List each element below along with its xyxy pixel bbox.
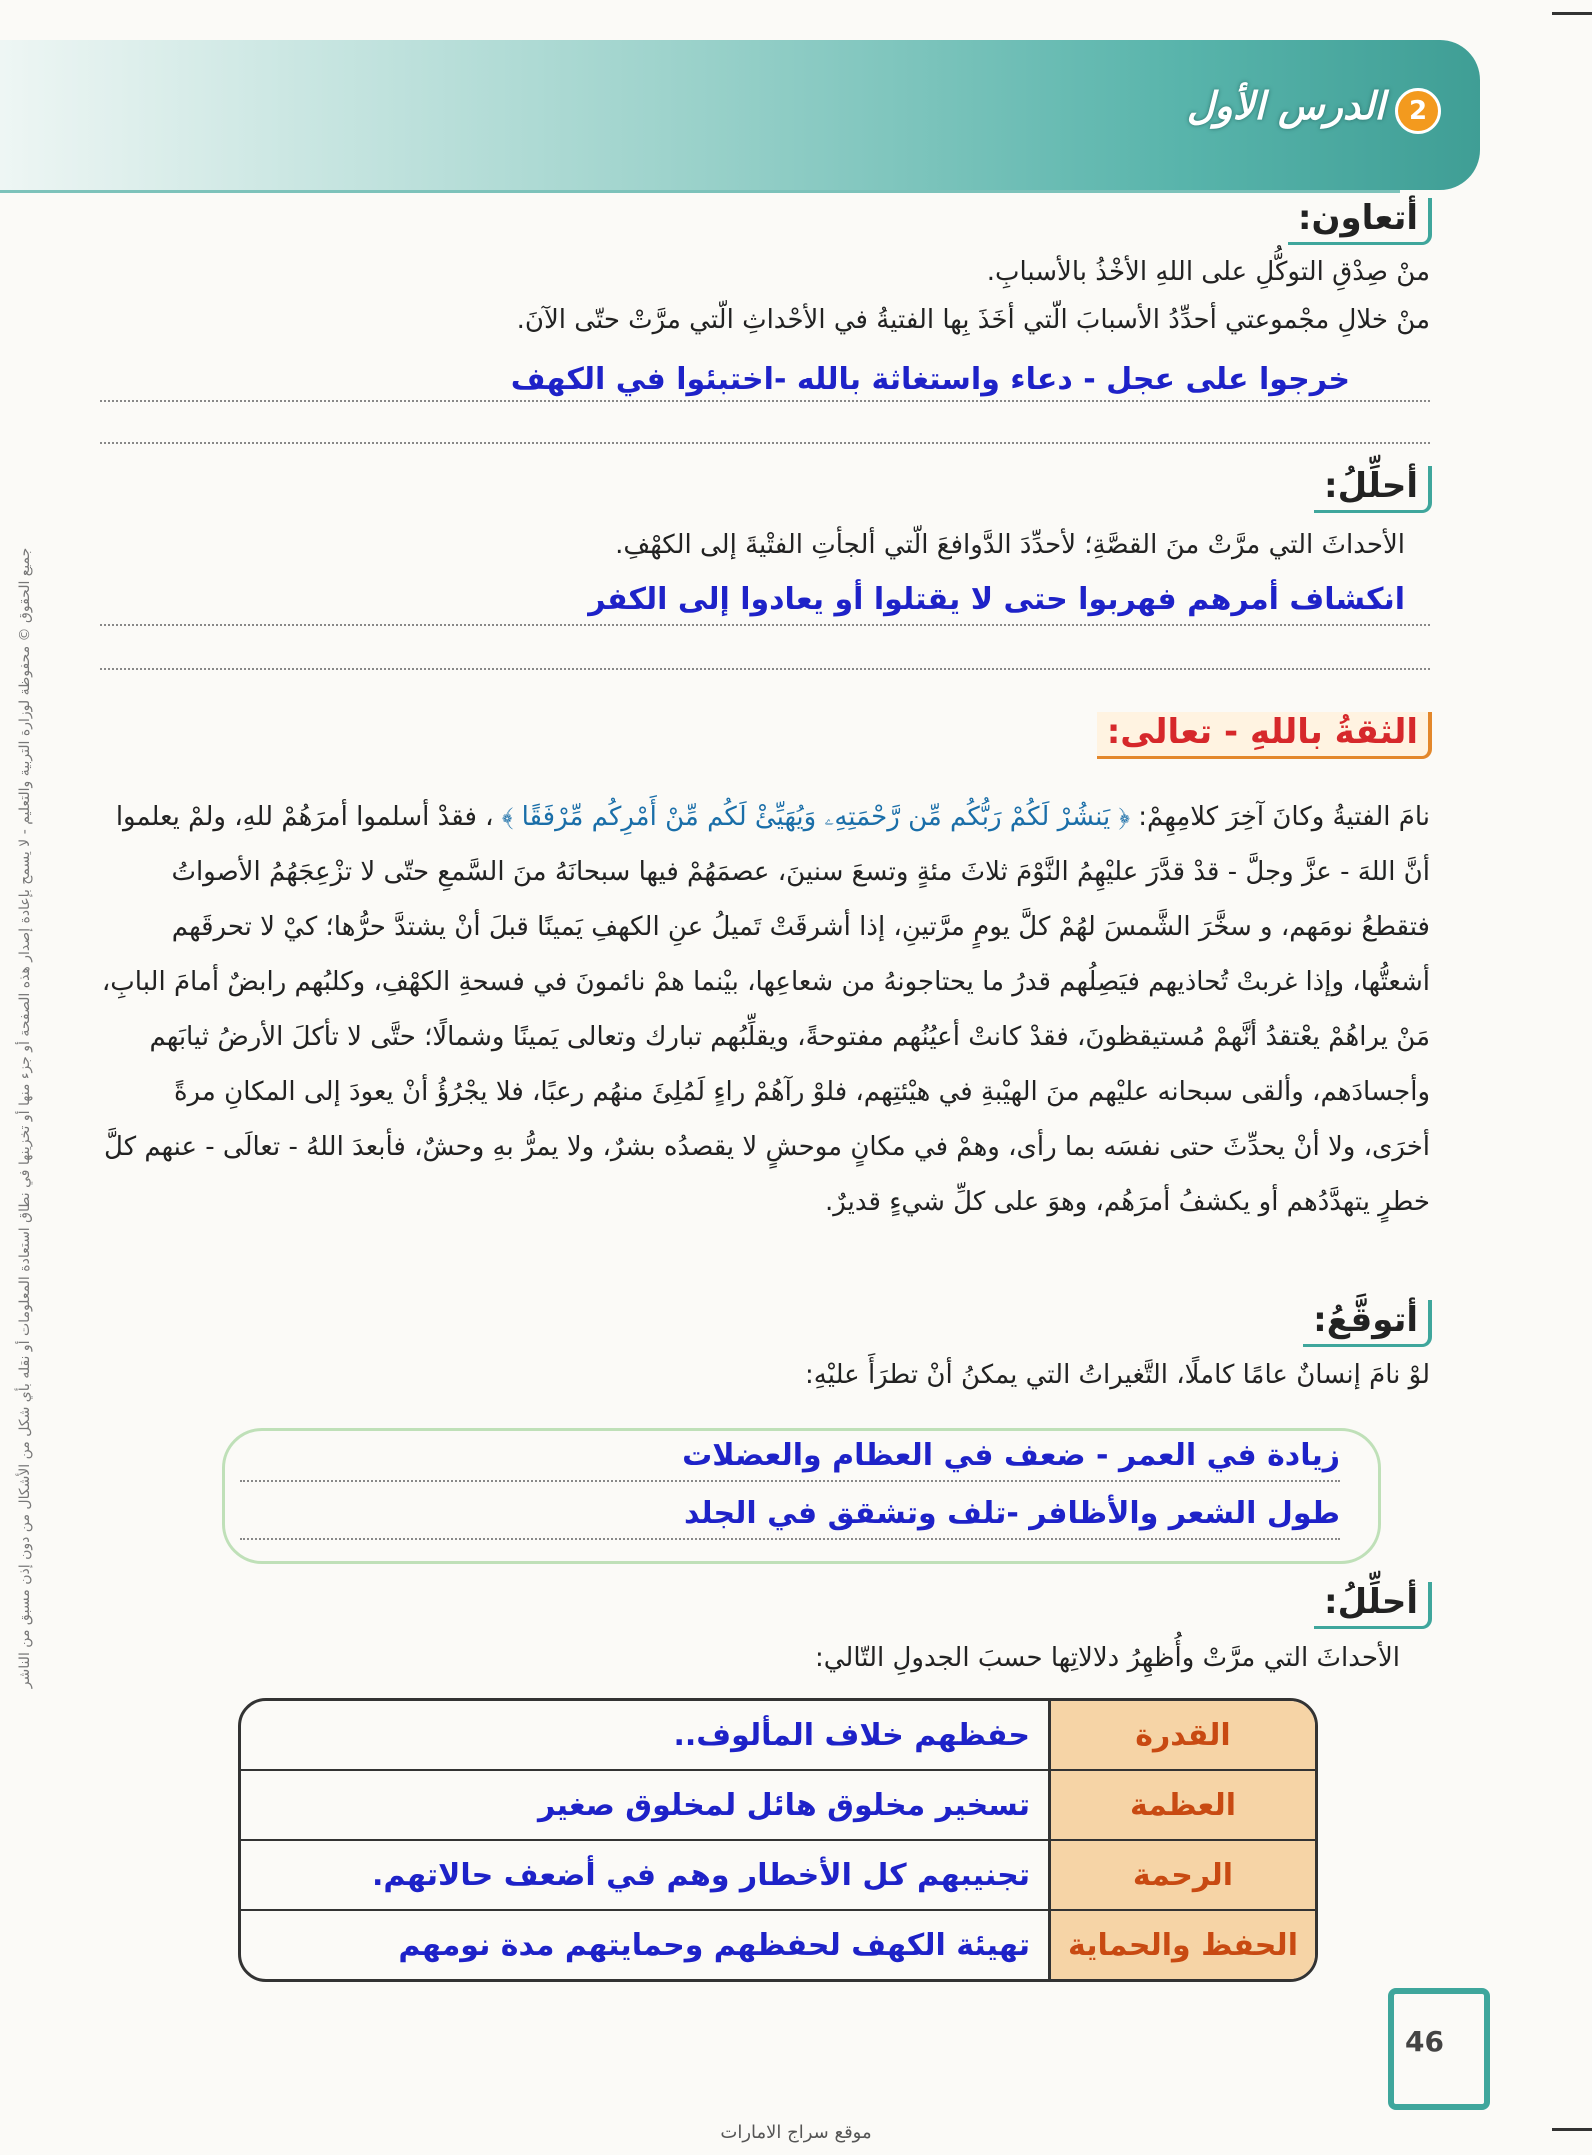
predict-answer-2: طول الشعر والأظافر -تلف وتشقق في الجلد [683,1496,1340,1531]
table-row [241,1841,1315,1911]
row-label: الحفظ والحماية [1048,1911,1315,1979]
table-row [241,1771,1315,1841]
heading-predict: أتوقَّعُ: [1303,1300,1432,1347]
indications-table [238,1698,1318,1982]
analyze1-line-1: الأحداثَ التي مرَّتْ منَ القصَّةِ؛ لأحدِّدَ الدَّوافعَ الّتي ألجأتِ الفتْيةَ إلى الكهْفِ. [615,530,1405,560]
banner-divider [0,190,1400,193]
copyright-side-text: جميع الحقوق © محفوظة لوزارة التربية والتعليم - لا يسمح بإعادة إصدار هذه الصفحة أو جزء منها أو تخزينها في نطاق استعادة المعلومات أو نقله بأي شكل من الأشكال من دون إذن مسبق من الناشر [17,547,33,1689]
table-row [241,1911,1315,1979]
heading-trust: الثقةُ باللهِ - تعالى: [1097,712,1432,759]
top-right-rule [1552,12,1592,15]
row-value: تهيئة الكهف لحفظهم وحمايتهم مدة نومهم [398,1927,1030,1963]
answer-line [100,442,1430,444]
analyze2-line-1: الأحداثَ التي مرَّتْ وأُظهِرُ دلالاتِها حسبَ الجدولِ التّالي: [815,1643,1400,1673]
heading-analyze-1: أحلِّلُ: [1314,466,1432,513]
trust-intro: نامَ الفتيةُ وكانَ آخِرَ كلامِهِمْ: [1138,802,1430,832]
row-label: القدرة [1048,1701,1315,1771]
answer-line [100,400,1430,402]
heading-analyze-2: أحلِّلُ: [1314,1582,1432,1629]
trust-body: ، فقدْ أسلموا أمرَهُمْ للهِ، ولمْ يعلموا أنَّ اللهَ - عزَّ وجلَّ - قدْ قدَّرَ عليْهِمُ النَّوْمَ ثلاثَ مئةٍ وتسعَ سنينَ، عصمَهُمْ فيها سبحانَهُ منَ السَّمعِ حتّى لا تزْعِجَهُمُ الأصواتُ فتقطعُ نومَهم، و سخَّرَ الشَّمسَ لهُمْ كلَّ يومٍ مرَّتينِ، إذا أشرقَتْ تَميلُ عنِ الكهفِ يَمينًا قبلَ أنْ يشتدَّ حرُّها؛ كيْ لا تحرقَهم أشعتُّها، وإذا غربتْ تُحاذيهم فيَصِلُهم قدرُ ما يحتاجونهُ من شعاعِها، بيْنما همْ نائمونَ في فسحةِ الكهْفِ، وكلبُهم رابضٌ أمامَ البابِ، مَنْ يراهُمْ يعْتقدُ أنَّهمْ مُستيقظونَ، فقدْ كانتْ أعيُنُهم مفتوحةً، ويقلِّبُهم تبارك وتعالى يَمينًا وشمالًا؛ حتَّى لا تأكلَ الأرضُ ثيابَهم وأجسادَهم، وألقى سبحانه عليْهم منَ الهيْبةِ في هيْئتِهم، فلوْ رآهُمْ راءٍ لَمُلِئَ منهُم رعبًا، فلا يجْرُؤُ أنْ يعودَ إلى المكانِ مرةً أخرَى، ولا أنْ يحدِّثَ حتى نفسَه بما رأى، وهمْ في مكانٍ موحشٍ لا يقصدُه بشرٌ، ولا يمرُّ بهِ وحشٌ، فأبعدَ اللهُ - تعالَى - عنهم كلَّ خطرٍ يتهدَّدُهم أو يكشفُ أمرَهُم، وهوَ على كلِّ شيءٍ قديرٌ. [101,802,1430,1217]
table-row [241,1701,1315,1771]
row-value: حفظهم خلاف المألوف.. [241,1701,1048,1771]
predict-line-1: لوْ نامَ إنسانٌ عامًا كاملًا، التَّغيراتُ التي يمكنُ أنْ تطرَأَ عليْهِ: [805,1360,1430,1390]
answer-line [100,668,1430,670]
predict-answer-1: زيادة في العمر - ضعف في العظام والعضلات [682,1438,1340,1473]
row-label: العظمة [1048,1771,1315,1841]
quran-verse: ﴿ يَنشُرْ لَكُمْ رَبُّكُم مِّن رَّحْمَتِهِۦ وَيُهَيِّئْ لَكُم مِّنْ أَمْرِكُم مِّرْفَقًا ﴾ [501,802,1131,832]
answer-line [240,1538,1340,1540]
trust-paragraph [100,790,1430,1230]
page-number: 46 [1405,2025,1444,2058]
cooperate-answer: خرجوا على عجل - دعاء واستغاثة بالله -اختبئوا في الكهف [510,362,1350,397]
analyze1-answer: انكشاف أمرهم فهربوا حتى لا يقتلوا أو يعادوا إلى الكفر [588,582,1405,617]
row-label: الرحمة [1048,1841,1315,1911]
answer-line [100,624,1430,626]
lesson-title: الدرس الأول [1186,84,1385,128]
answer-line [240,1480,1340,1482]
row-value: تسخير مخلوق هائل لمخلوق صغير [241,1771,1048,1841]
cooperate-line-1: منْ صِدْقِ التوكُّلِ على اللهِ الأخْذُ بالأسبابِ. [986,257,1430,287]
heading-cooperate: أتعاون: [1288,198,1432,245]
lesson-number-badge: 2 [1395,88,1441,134]
row-value: تجنيبهم كل الأخطار وهم في أضعف حالاتهم. [241,1841,1048,1911]
cooperate-line-2: منْ خلالِ مجْموعتي أحدِّدُ الأسبابَ الّتي أخَذَ بِها الفتيةُ في الأحْداثِ الّتي مرَّتْ حتّى الآنَ. [516,305,1430,335]
footer-site-name: موقع سراج الامارات [720,2122,872,2143]
